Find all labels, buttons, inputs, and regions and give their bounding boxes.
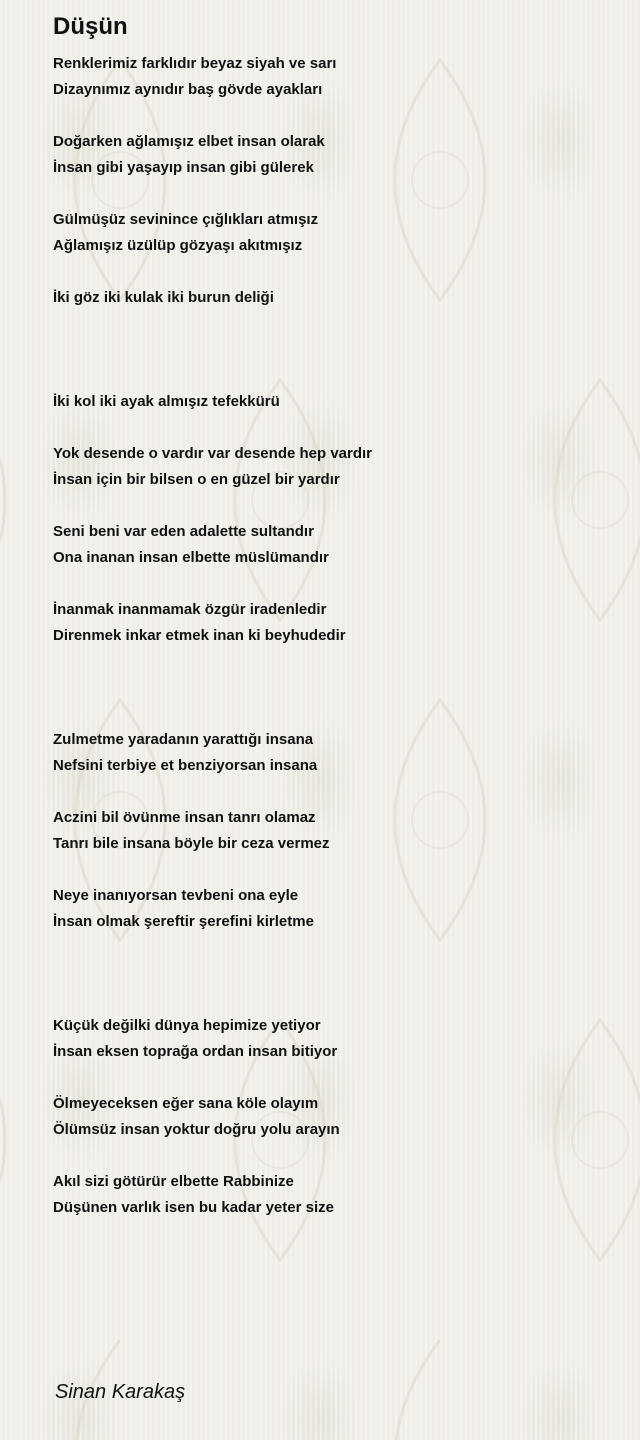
stanza-gap: [53, 103, 613, 129]
stanza: [53, 285, 613, 311]
stanza-gap: [53, 779, 613, 805]
stanza: [53, 727, 613, 779]
stanza-gap: [53, 181, 613, 207]
stanza: [53, 389, 613, 415]
stanza: [53, 1013, 613, 1065]
poem-line: Seni beni var eden adalette sultandır: [53, 523, 314, 540]
poem-line: Akıl sizi götürür elbette Rabbinize: [53, 1173, 294, 1190]
poem-line: Renklerimiz farklıdır beyaz siyah ve sarı: [53, 55, 337, 72]
poem-line: Ölümsüz insan yoktur doğru yolu arayın: [53, 1121, 340, 1138]
stanza: [53, 129, 613, 181]
poem-line: Küçük değilki dünya hepimize yetiyor: [53, 1017, 321, 1034]
poem-line: Ölmeyeceksen eğer sana köle olayım: [53, 1095, 319, 1112]
poem-line: Nefsini terbiye et benziyorsan insana: [53, 757, 318, 774]
poem-line: Neye inanıyorsan tevbeni ona eyle: [53, 887, 299, 904]
poem-author: Sinan Karakaş: [55, 1381, 186, 1403]
stanza: [53, 597, 613, 649]
stanza-gap: [53, 415, 613, 441]
stanza: [53, 207, 613, 259]
poem-line: İnsan eksen toprağa ordan insan bitiyor: [53, 1043, 338, 1060]
stanza: [53, 51, 613, 103]
poem-line: Dizaynımız aynıdır baş gövde ayakları: [53, 81, 323, 98]
poem-line: İnanmak inanmamak özgür iradenledir: [53, 601, 327, 618]
stanza-gap: [53, 493, 613, 519]
stanza-gap: [53, 571, 613, 597]
poem-line: Ağlamışız üzülüp gözyaşı akıtmışız: [53, 237, 303, 254]
poem-line: Doğarken ağlamışız elbet insan olarak: [53, 133, 325, 150]
poem-line: Tanrı bile insana böyle bir ceza vermez: [53, 835, 330, 852]
poem-line: İnsan olmak şereftir şerefini kirletme: [53, 913, 314, 930]
stanza: [53, 441, 613, 493]
poem-body: [53, 51, 613, 1221]
stanza-gap: [53, 935, 613, 1013]
poem-line: Yok desende o vardır var desende hep vardır: [53, 445, 373, 462]
stanza-gap: [53, 1143, 613, 1169]
poem-line: İki kol iki ayak almışız tefekkürü: [53, 393, 280, 410]
stanza: [53, 1091, 613, 1143]
stanza: [53, 519, 613, 571]
poem-container: [53, 12, 613, 1221]
stanza: [53, 805, 613, 857]
stanza-gap: [53, 649, 613, 727]
poem-line: İnsan gibi yaşayıp insan gibi gülerek: [53, 159, 314, 176]
stanza: [53, 883, 613, 935]
poem-line: Aczini bil övünme insan tanrı olamaz: [53, 809, 316, 826]
stanza-gap: [53, 259, 613, 285]
stanza-gap: [53, 311, 613, 389]
poem-line: Ona inanan insan elbette müslümandır: [53, 549, 329, 566]
poem-line: Zulmetme yaradanın yarattığı insana: [53, 731, 314, 748]
stanza: [53, 1169, 613, 1221]
poem-line: Gülmüşüz sevinince çığlıkları atmışız: [53, 211, 319, 228]
poem-line: Düşünen varlık isen bu kadar yeter size: [53, 1199, 334, 1216]
poem-line: Direnmek inkar etmek inan ki beyhudedir: [53, 627, 346, 644]
stanza-gap: [53, 857, 613, 883]
poem-line: İki göz iki kulak iki burun deliği: [53, 289, 274, 306]
poem-line: İnsan için bir bilsen o en güzel bir yardır: [53, 471, 340, 488]
stanza-gap: [53, 1065, 613, 1091]
poem-title: Düşün: [53, 13, 128, 40]
